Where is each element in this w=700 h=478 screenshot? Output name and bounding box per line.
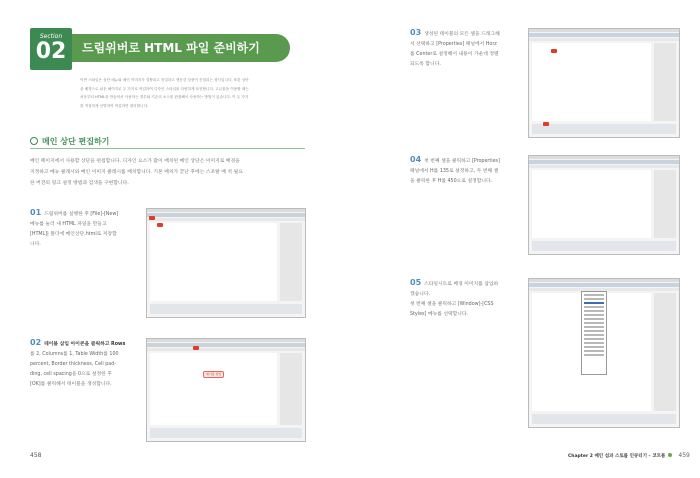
step-line: 메뉴를 눌러 새 HTML 파일을 만들고 (30, 222, 107, 227)
step-04 (410, 155, 525, 187)
screenshot-step-05 (528, 278, 680, 428)
right-page (350, 0, 700, 478)
step-number: 01 (30, 208, 42, 217)
step-line: 서 선택하고 [Properties] 패널에서 Horz (410, 42, 497, 47)
step-line: 테이블 삽입 아이콘을 클릭하고 Rows (44, 342, 126, 347)
step-line: 스타일시트로 배경 이미지를 삽입하 (424, 282, 499, 287)
step-line: 생성된 테이블의 모든 셀을 드래그해 (424, 32, 500, 37)
step-line: 겠습니다. (410, 292, 431, 297)
bullet-dot-icon (668, 453, 672, 457)
step-line: Styles] 메뉴를 선택합니다. (410, 312, 469, 317)
step-line: 패널에서 H를 135로 설정하고, 두 번째 셀 (410, 169, 499, 174)
step-01 (30, 208, 142, 250)
step-line: 를 2, Columns를 1, Table Width를 100 (30, 352, 119, 357)
body-line: 메인 페이지에서 사용할 상단을 편집합니다. 디자인 요소가 많이 배치된 메인 상단은 이미지로 배경을 (30, 159, 240, 164)
step-line: 니다. (30, 242, 41, 247)
marker-icon (193, 346, 199, 350)
body-line: 한 버전의 링크 설정 방법과 검색을 구현합니다. (30, 181, 129, 186)
step-line: [HTML]| 폴더에 메인상단.html로 저장합 (30, 232, 117, 237)
step-number: 02 (30, 338, 42, 347)
step-02 (30, 338, 144, 390)
subheading-divider (30, 148, 305, 149)
screenshot-step-02 (146, 338, 306, 442)
step-line: 를 Center로 설정해서 내용이 가운데 정렬 (410, 52, 499, 57)
screenshot-step-04 (528, 155, 680, 255)
intro-line: 처음부터 HTML을 만들어서 사용하는 경우와 기존의 소스를 편집해서 사용하는 방법이 있습니다. 이 두 가지 (80, 95, 249, 99)
step-line: 첫 번째 셀을 클릭하고 [Properties] (424, 159, 500, 164)
step-line: ding, cell spacing을 0으로 설정한 후 (30, 372, 112, 377)
bullet-circle-icon (30, 137, 38, 145)
intro-line: 이번 스타일은 상단 메뉴와 메인 이미지가 결합되고 친밀하고 생동감 상품이 진열되는 형식입니다. 또한 상단 (80, 78, 249, 82)
marker-icon (157, 223, 163, 227)
step-line: 을 클릭한 후 H를 450으로 설정합니다. (410, 179, 493, 184)
section-label: Section (39, 33, 63, 40)
intro-line: 을 배경으로 쉬운 페이지로 두 가지로 작업하여 디자인 스타일을 다양하게 표현합니다. 고급물을 이용할 때는 (80, 86, 249, 91)
step-05 (410, 278, 525, 320)
step-line: 되도록 합니다. (410, 62, 441, 67)
step-number: 04 (410, 155, 422, 164)
page-number-left: 458 (30, 452, 42, 459)
footer-chapter: Chapter 2 메인 섬과 스토를 인큐터기 – 코트롬 (568, 454, 666, 459)
screenshot-step-03 (528, 28, 680, 138)
subheading-text: 메인 상단 편집하기 (42, 137, 110, 146)
footer (568, 452, 690, 459)
body-line: 지정하고 메뉴 클래시와 메인 이미지 클래시를 배치합니다. 기본 배치가 끝난 후에는 스포탈 배 적 필요 (30, 170, 243, 175)
step-line: 드림위버를 실행한 후 [File]-[New] (44, 212, 119, 217)
step-number: 05 (410, 278, 422, 287)
section-number: 02 (35, 39, 67, 64)
step-line: percent, Border thickness, Cell pad- (30, 362, 116, 367)
screenshot-step-01 (146, 208, 306, 318)
chapter-title: 드림위버로 HTML 파일 준비하기 (72, 34, 290, 62)
step-03 (410, 28, 525, 70)
intro-line: 를 적절하게 선별하여 작업하면 편리합니다. (80, 103, 149, 108)
step-line: 첫 번째 셀을 클릭하고 [Window]-[CSS (410, 302, 494, 307)
page-number-right: 459 (678, 452, 690, 459)
step-number: 03 (410, 28, 422, 37)
subheading (30, 136, 180, 148)
window-menu-dropdown (581, 291, 607, 375)
marker-icon (149, 216, 155, 220)
section-badge (30, 28, 72, 70)
body-text (30, 156, 306, 189)
intro-text (80, 76, 295, 110)
step-line: [OK]를 클릭해서 테이블을 생성합니다. (30, 382, 112, 387)
marker-icon (543, 122, 549, 126)
marker-icon (551, 49, 557, 53)
callout-label: 테이블 삽입 (203, 371, 224, 378)
